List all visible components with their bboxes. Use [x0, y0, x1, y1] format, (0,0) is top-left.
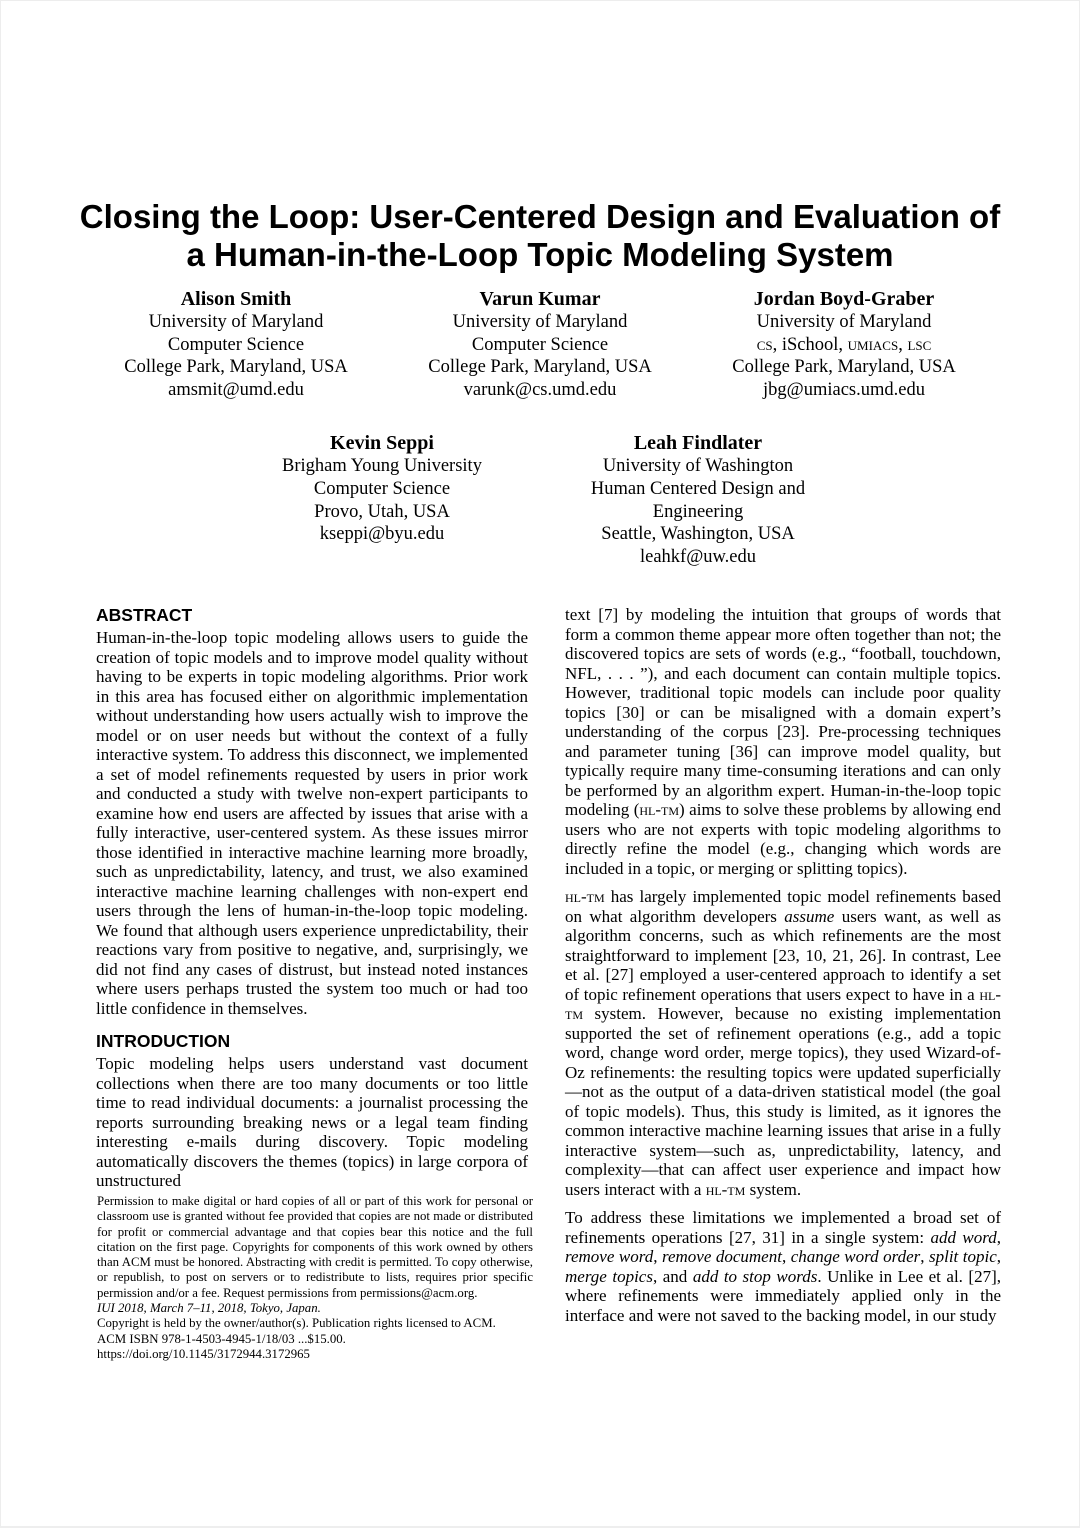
permission-statement: Permission to make digital or hard copies of all or part of this work for personal or classroom use is granted without fee provided that copies are not made or distributed for profit or commercial advantage and that copies bear this notice and the full citation on the first page. Copyrights for components of this work owned by others than ACM must be honored. Abstracting with credit is permitted. To copy otherwise, or republish, to post on servers or to redistribute to lists, requires prior specific permission and/or a fee. Request permissions from permissions@acm.org.	[97, 1194, 533, 1300]
body-paragraph: text [7] by modeling the intuition that groups of words that form a common theme appear more often together than not; the discovered topics are sets of words (e.g., “football, touchdown, NFL, . . . ”), and each document can contain multiple topics. However, traditional topic models can include poor quality topics [30] or can be misaligned with a domain expert’s understanding of the corpus [23]. Pre-processing techniques and parameter tuning [36] can improve model quality, but typically require many time-consuming iterations and can only be performed by an algorithm expert. Human-in-the-loop topic modeling (hl-tm) aims to solve these problems by allowing end users who are not experts with topic modeling algorithms to directly refine the model (e.g., changing which words are included in a topic, or merging or splitting topics).	[565, 605, 1001, 878]
author-name: Alison Smith	[180, 288, 292, 310]
author-affiliation-line: Computer Science	[471, 334, 609, 355]
doi-link[interactable]: https://doi.org/10.1145/3172944.3172965	[97, 1346, 310, 1361]
introduction-paragraph: Topic modeling helps users understand vast document collections when there are too many documents or too little time to read individual documents: a journalist processing the reports surrounding breaking news or a legal team finding interesting e-mails during discovery. Topic modeling automatically discovers the themes (topics) in large corpora of unstructured	[96, 1054, 528, 1190]
paper-title-line2: a Human-in-the-Loop Topic Modeling System	[186, 236, 894, 273]
author-affiliation-line: Brigham Young University	[282, 456, 482, 477]
authors-row-1	[1, 287, 1079, 401]
author-affiliation-line: University of Washington	[602, 456, 794, 477]
author-name: Kevin Seppi	[330, 432, 434, 455]
section-heading-introduction: INTRODUCTION	[96, 1031, 231, 1051]
author-affiliation-line: College Park, Maryland, USA	[428, 357, 652, 378]
copyright-footnote	[97, 1194, 533, 1362]
author-card	[692, 287, 996, 401]
body-paragraph: hl-tm has largely implemented topic model refinements based on what algorithm developers assume users want, as well as algorithm concerns, such as which refinements are the most straightforward to implement [23, 10, 21, 26]. In contrast, Lee et al. [27] employed a user-centered approach to identify a set of topic refinement operations that users expect to have in a hl-tm system. However, because no existing implementation supported the set of refinement operations (e.g., add a topic word, change word order, merge topics), they used Wizard-of-Oz refinements: the resulting topics were updated superficially—not as the output of a data-driven statistical model (the goal of topic models). Thus, this study is limited, as it ignores the common interactive machine learning issues that arise in a fully interactive system—such as, unpredictability, latency, and complexity—that can affect user experience and impact how users interact with a hl-tm system.	[565, 887, 1002, 1199]
title-block	[1, 198, 1079, 568]
author-card	[388, 287, 692, 401]
body-paragraph: To address these limitations we implemented a broad set of refinements operations [27, 31] in a single system: add word, remove word, remove document, change word order, split topic, merge topics, and add to stop words. Unlike in Lee et al. [27], where refinements were immediately applied only in the interface and were not saved to the backing model, in our study	[565, 1208, 1002, 1325]
isbn-line: ACM ISBN 978-1-4503-4945-1/18/03 ...$15.00.	[97, 1331, 346, 1346]
author-affiliation-line: University of Maryland	[452, 312, 628, 332]
author-affiliation-line: Provo, Utah, USA	[314, 501, 450, 522]
author-email: kseppi@byu.edu	[319, 524, 445, 545]
author-email: leahkf@uw.edu	[639, 546, 756, 567]
paper-title	[1, 198, 1079, 274]
author-affiliation-line: Engineering	[652, 501, 744, 522]
author-affiliation-line: Computer Science	[167, 334, 305, 355]
author-card	[224, 431, 540, 568]
conference-citation: IUI 2018, March 7–11, 2018, Tokyo, Japan.	[97, 1301, 321, 1316]
paper-title-line1: Closing the Loop: User-Centered Design and Evaluation of	[79, 198, 1001, 235]
author-email: jbg@umiacs.umd.edu	[763, 379, 925, 400]
author-affiliation-line: Computer Science	[313, 478, 451, 499]
author-email: amsmit@umd.edu	[168, 379, 304, 400]
author-affiliation-line: College Park, Maryland, USA	[124, 357, 348, 378]
author-affiliation-line: University of Maryland	[756, 312, 932, 332]
author-affiliation-line: University of Maryland	[148, 312, 324, 332]
right-column	[565, 605, 1001, 1334]
authors-row-2	[1, 431, 1079, 568]
section-heading-abstract: ABSTRACT	[96, 605, 193, 625]
author-name: Leah Findlater	[633, 432, 763, 455]
author-affiliation-line: College Park, Maryland, USA	[732, 357, 956, 378]
author-card	[540, 431, 856, 568]
author-affiliation-line: Human Centered Design and	[590, 478, 806, 499]
author-name: Varun Kumar	[479, 288, 601, 310]
author-card	[84, 287, 388, 401]
author-email: varunk@cs.umd.edu	[463, 379, 617, 400]
author-name: Jordan Boyd-Graber	[753, 288, 935, 310]
author-affiliation-line: Seattle, Washington, USA	[601, 524, 795, 545]
copyright-line: Copyright is held by the owner/author(s). Publication rights licensed to ACM.	[97, 1316, 496, 1331]
abstract-paragraph: Human-in-the-loop topic modeling allows users to guide the creation of topic models and to improve model quality without having to be experts in topic modeling algorithms. Prior work in this area has focused either on algorithmic implementation without understanding how users actually wish to improve the model or on user needs but without the context of a fully interactive system. To address this disconnect, we implemented a set of model refinements requested by users in prior work and conducted a study with twelve non-expert participants to examine how end users are affected by issues that arise with a fully interactive, user-centered system. As these issues mirror those identified in interactive machine learning more broadly, such as unpredictability, latency, and trust, we also examined interactive machine learning challenges with non-expert end users through the lens of human-in-the-loop topic modeling. We found that although users experience unpredictability, their reactions vary from positive to negative, and, surprisingly, we did not find any cases of distrust, but instead noted instances where users perhaps trusted the system too much or had too little confidence in themselves.	[96, 628, 528, 1018]
author-affiliation-line: cs, iSchool, umiacs, lsc	[756, 334, 932, 355]
